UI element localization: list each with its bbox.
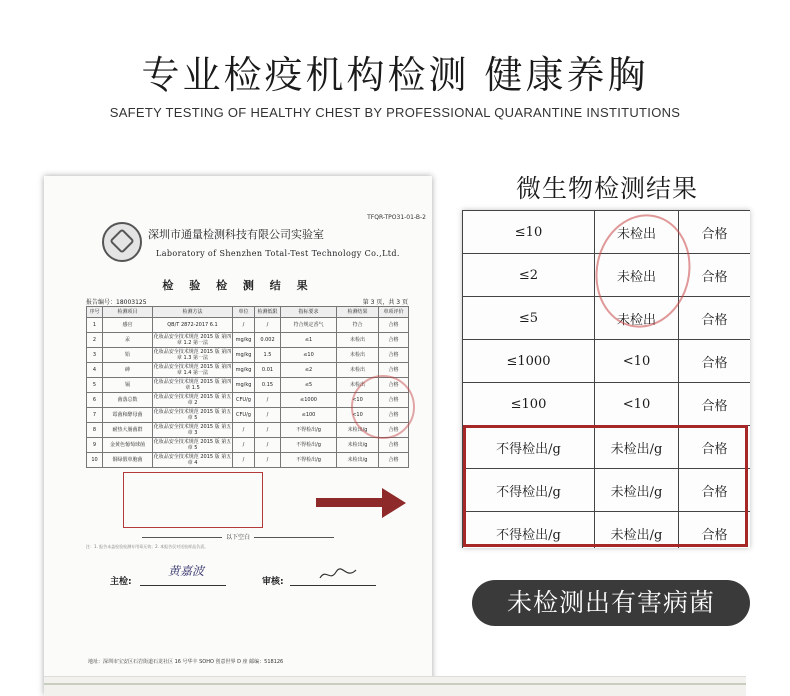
micro-result-cell: 合格 [679,426,751,469]
micro-result-cell: 未检出 [595,211,679,254]
report-table-cell: 化妆品安全技术规范 2015 版 第四章 1.4 第一法 [153,364,232,376]
report-table-cell: / [255,453,281,468]
report-table-cell: <10 [337,408,379,423]
report-table-cell: / [255,408,281,423]
report-column-header: 检测项目 [103,307,153,318]
micro-result-cell: ≤10 [463,211,595,254]
report-table-cell: ≤1 [281,333,337,348]
page-subtitle: SAFETY TESTING OF HEALTHY CHEST BY PROFESSIONAL QUARANTINE INSTITUTIONS [109,105,681,120]
report-table-cell: 耐热大肠菌群 [103,423,153,438]
report-table-cell: ≤1000 [281,393,337,408]
micro-result-cell: <10 [595,340,679,383]
report-table-cell: 化妆品安全技术规范 2015 版 第四章 1.2 第一法 [153,334,232,346]
report-table-cell: 未检出 [337,333,379,348]
lab-name-cn: 深圳市通量检测科技有限公司实验室 [148,228,324,241]
report-table-cell: 化妆品安全技术规范 2015 版 第四章 1.3 第一法 [153,349,232,361]
micro-highlight-box [463,425,748,547]
report-table-cell: ≤2 [281,363,337,378]
bottom-document-edge [44,676,746,696]
report-table-cell: 合格 [379,318,409,333]
arrow-shaft [316,498,386,507]
report-table-cell: 符合 [337,318,379,333]
report-column-header: 检测方法 [153,307,233,318]
report-table-cell: 化妆品安全技术规范 2015 版 第五章 4 [153,454,232,466]
report-table-cell: 化妆品安全技术规范 2015 版 第五章 5 [153,439,232,451]
report-table-cell: 汞 [103,333,153,348]
report-table-cell: 1 [87,318,103,333]
page-title: 专业检疫机构检测 健康养胸 [141,53,649,97]
report-table-cell: 1.5 [255,348,281,363]
report-table-cell: 未检出 [337,363,379,378]
report-page: 第 3 页，共 3 页 [362,299,408,306]
report-table-cell: 镉 [103,378,153,393]
micro-result-cell: 合格 [679,211,751,254]
report-table-cell: 3 [87,348,103,363]
report-table-cell: / [233,318,255,333]
report-table-cell: 合格 [379,348,409,363]
inspector-label: 主检: [110,577,132,587]
report-table-cell: 未检出 [337,378,379,393]
micro-result-cell: 合格 [679,512,751,549]
micro-result-cell: 未检出/g [595,426,679,469]
micro-result-cell: 合格 [679,383,751,426]
report-table-cell: 化妆品安全技术规范 2015 版 第四章 1.5 [153,379,232,391]
report-table-row [87,438,409,453]
report-table-cell: mg/kg [233,348,255,363]
micro-results-title: 微生物检测结果 [515,174,698,203]
report-end-marker: 以下空白 [44,532,432,541]
reviewer-signature-line [290,585,376,586]
report-table-cell: mg/kg [233,363,255,378]
report-column-header: 指标要求 [281,307,337,318]
report-number: 报告编号：18003125 [86,299,147,306]
report-table-cell: 未检出/g [337,423,379,438]
micro-result-cell: 不得检出/g [463,426,595,469]
report-table-cell: 不得检出/g [281,453,337,468]
inspector-signature: 黄嘉波 [168,564,205,578]
micro-result-cell: 未检出/g [595,512,679,549]
inspector-signature-line [140,585,226,586]
report-table-cell: 砷 [103,363,153,378]
report-table-cell: 0.002 [255,333,281,348]
report-table-cell: 8 [87,423,103,438]
micro-result-cell: 未检出 [595,297,679,340]
report-column-header: 单位 [233,307,255,318]
report-table-cell: / [255,423,281,438]
report-table-cell: CFU/g [233,408,255,423]
report-table-cell: 0.15 [255,378,281,393]
micro-result-cell: ≤2 [463,254,595,297]
micro-result-cell: 合格 [679,340,751,383]
report-column-header: 序号 [87,307,103,318]
report-table-cell: 感官 [103,318,153,333]
report-table-cell: 未检出/g [337,453,379,468]
report-table-cell: 不得检出/g [281,423,337,438]
report-column-header: 单项评价 [379,307,409,318]
report-table-cell: / [233,438,255,453]
report-table-cell: 合格 [379,363,409,378]
report-table-cell: 合格 [379,333,409,348]
micro-result-cell: 合格 [679,254,751,297]
test-report-document [44,176,432,695]
report-table-cell: / [255,393,281,408]
micro-result-cell: 未检出/g [595,469,679,512]
report-table-cell: mg/kg [233,333,255,348]
report-note: 注：1. 报告未盖检验检测专用章无效；2. 本报告仅对送检样品负责。 [86,544,209,549]
report-table-cell: CFU/g [233,393,255,408]
arrow-right-icon [382,488,406,518]
report-table-cell: ≤5 [281,378,337,393]
micro-result-row [463,383,751,426]
report-table-cell: 4 [87,363,103,378]
report-table-cell: 化妆品安全技术规范 2015 版 第五章 5 [153,409,232,421]
report-table-cell: 2 [87,333,103,348]
report-table-cell: 合格 [379,378,409,393]
report-table-cell: 7 [87,408,103,423]
micro-result-cell: ≤100 [463,383,595,426]
report-table-cell: 金黄色葡萄球菌 [103,438,153,453]
report-table-cell: QB/T 2872-2017 6.1 [153,318,233,333]
inspection-stamp [351,375,415,439]
result-badge: 未检测出有害病菌 [472,580,750,626]
report-table-row [87,318,409,333]
report-column-header: 检测结果 [337,307,379,318]
report-table-cell: 合格 [379,393,409,408]
report-table-cell: 不得检出/g [281,438,337,453]
report-table-cell: <10 [337,393,379,408]
report-table-cell: 5 [87,378,103,393]
report-table-row [87,363,409,378]
report-table-cell: 化妆品安全技术规范 2015 版 第五章 3 [153,424,232,436]
report-table-cell: / [233,453,255,468]
micro-result-cell: ≤5 [463,297,595,340]
report-table-cell: ≤100 [281,408,337,423]
report-table-cell: ≤10 [281,348,337,363]
report-table-cell: 合格 [379,408,409,423]
micro-result-row [463,340,751,383]
report-table-cell: 合格 [379,438,409,453]
report-code: TFQR-TPO31-01-B-2 [367,214,426,221]
report-table-row [87,333,409,348]
report-table-cell: 化妆品安全技术规范 2015 版 第五章 2 [153,394,232,406]
report-table-cell: 0.01 [255,363,281,378]
report-table-row [87,453,409,468]
report-table-cell: 铅 [103,348,153,363]
micro-result-cell: 未检出 [595,254,679,297]
micro-result-cell: 不得检出/g [463,512,595,549]
lab-logo-icon [102,222,142,262]
report-title: 检 验 检 测 结 果 [162,279,314,292]
report-table-cell: 菌落总数 [103,393,153,408]
micro-result-cell: <10 [595,383,679,426]
micro-result-cell: ≤1000 [463,340,595,383]
reviewer-signature [318,564,358,584]
micro-result-cell: 合格 [679,469,751,512]
report-table-header [87,307,409,318]
micro-result-cell: 不得检出/g [463,469,595,512]
lab-name-en: Laboratory of Shenzhen Total-Test Technology Co.,Ltd. [156,249,400,258]
report-table-cell: 铜绿假单胞菌 [103,453,153,468]
report-table-row [87,348,409,363]
report-table-cell: mg/kg [233,378,255,393]
report-table-cell: / [255,438,281,453]
lab-address: 地址：深圳市宝安区石岩街道石龙社区 16 号华丰 SOHO 创意世界 D 座 邮编：518126 [88,659,284,665]
report-table-cell: 6 [87,393,103,408]
report-table-cell: / [255,318,281,333]
report-table-cell: 未检出 [337,348,379,363]
report-table-cell: 霉菌和酵母菌 [103,408,153,423]
report-table-cell: 9 [87,438,103,453]
report-highlight-box [123,472,263,528]
report-table-cell: 未检出/g [337,438,379,453]
report-table-cell: 符合规定香气 [281,318,337,333]
report-table-cell: 合格 [379,453,409,468]
micro-result-cell: 合格 [679,297,751,340]
report-table-cell: 10 [87,453,103,468]
reviewer-label: 审核: [262,577,284,587]
report-table-cell: / [233,423,255,438]
report-table-cell: 合格 [379,423,409,438]
report-column-header: 检测低限 [255,307,281,318]
